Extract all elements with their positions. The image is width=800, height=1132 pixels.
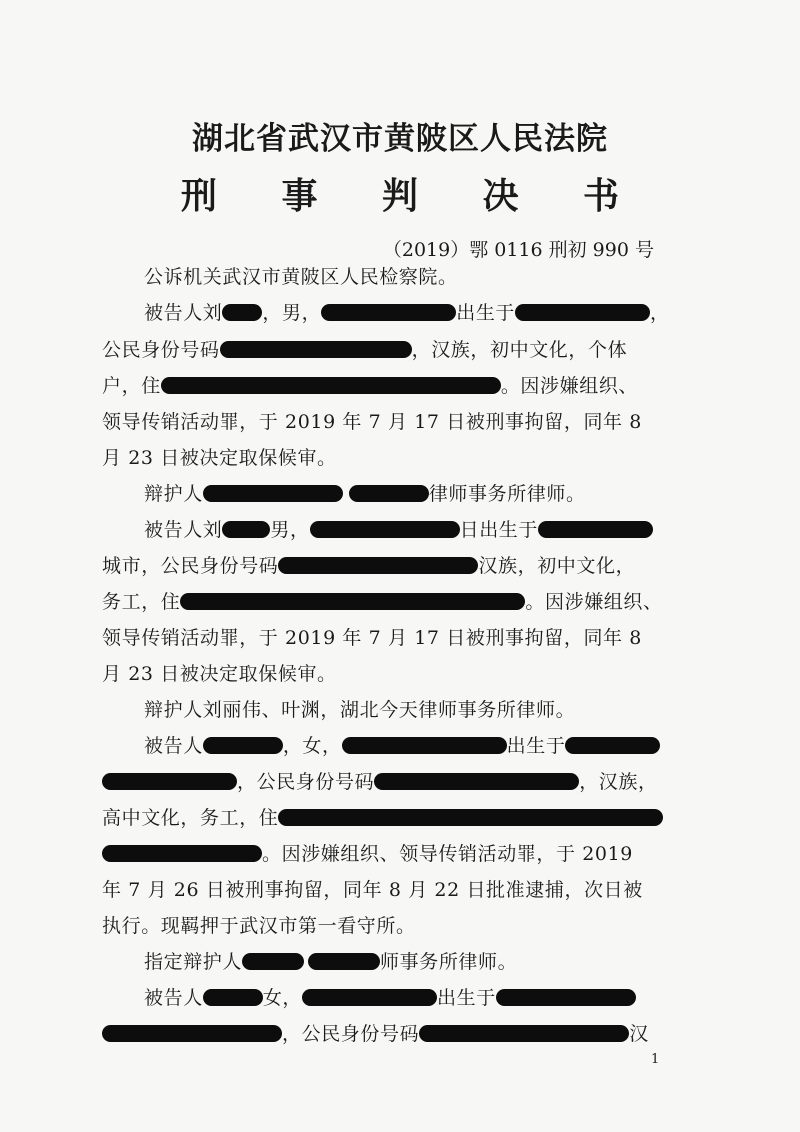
defendant3-line1: 被告人 ，女， 出生于 bbox=[144, 733, 662, 759]
defendant2-line4: 领导传销活动罪，于 2019 年 7 月 17 日被刑事拘留，同年 8 bbox=[102, 627, 642, 649]
redaction bbox=[374, 773, 579, 790]
defendant2-line2: 城市，公民身份号码 汉族，初中文化， bbox=[102, 555, 636, 577]
redaction bbox=[496, 989, 636, 1006]
case-number: （2019）鄂 0116 刑初 990 号 bbox=[382, 239, 654, 261]
redaction bbox=[222, 521, 270, 538]
redaction bbox=[222, 304, 262, 321]
defender3-line: 指定辩护人 师事务所律师。 bbox=[144, 951, 518, 973]
defendant2-line3: 务工，住 。因涉嫌组织、 bbox=[102, 591, 663, 613]
defendant3-line3: 高中文化，务工，住 bbox=[102, 805, 662, 831]
defendant3-line5: 年 7 月 26 日被刑事拘留，同年 8 月 22 日批准逮捕，次日被 bbox=[102, 879, 643, 901]
defender2-line: 辩护人刘丽伟、叶渊，湖北今天律师事务所律师。 bbox=[144, 699, 576, 721]
defendant2-line1: 被告人刘 男， 日出生于 bbox=[144, 517, 662, 543]
defendant1-line3: 户，住 。因涉嫌组织、 bbox=[102, 375, 639, 397]
defendant3-line2: ，公民身份号码 ，汉族， bbox=[102, 769, 662, 795]
redaction bbox=[419, 1025, 629, 1042]
redaction bbox=[102, 1025, 282, 1042]
redaction bbox=[278, 809, 663, 826]
redaction bbox=[349, 485, 429, 502]
defender1-line: 辩护人 律师事务所律师。 bbox=[144, 483, 586, 505]
defendant1-line5: 月 23 日被决定取保候审。 bbox=[102, 447, 337, 469]
defendant3-line6: 执行。现羁押于武汉市第一看守所。 bbox=[102, 915, 416, 937]
redaction bbox=[310, 521, 460, 538]
redaction bbox=[180, 593, 525, 610]
redaction bbox=[515, 304, 650, 321]
defendant4-line2: ，公民身份号码 汉 bbox=[102, 1021, 662, 1047]
defendant3-line4: 。因涉嫌组织、领导传销活动罪，于 2019 bbox=[102, 841, 662, 867]
redaction bbox=[342, 737, 507, 754]
redaction bbox=[203, 737, 283, 754]
redaction bbox=[203, 989, 263, 1006]
redaction bbox=[302, 989, 437, 1006]
defendant2-line5: 月 23 日被决定取保候审。 bbox=[102, 663, 337, 685]
redaction bbox=[565, 737, 660, 754]
redaction bbox=[278, 557, 478, 574]
defendant1-line4: 领导传销活动罪，于 2019 年 7 月 17 日被刑事拘留，同年 8 bbox=[102, 411, 642, 433]
redaction bbox=[220, 341, 412, 358]
redaction bbox=[242, 953, 304, 970]
redaction bbox=[538, 521, 653, 538]
redaction bbox=[203, 485, 343, 502]
defendant4-line1: 被告人 女， 出生于 bbox=[144, 985, 662, 1011]
defendant1-line1: 被告人刘 ，男， 出生于 ， bbox=[144, 302, 670, 324]
redaction bbox=[308, 953, 380, 970]
redaction bbox=[102, 845, 262, 862]
redaction bbox=[161, 377, 501, 394]
redaction bbox=[321, 304, 456, 321]
document-title: 刑 事 判 决 书 bbox=[180, 175, 646, 217]
court-name: 湖北省武汉市黄陂区人民法院 bbox=[192, 121, 608, 157]
redaction bbox=[102, 773, 237, 790]
page-number: 1 bbox=[651, 1052, 660, 1067]
defendant1-line2: 公民身份号码 ，汉族，初中文化，个体 bbox=[102, 339, 628, 361]
prosecutor-line: 公诉机关武汉市黄陂区人民检察院。 bbox=[144, 266, 458, 288]
